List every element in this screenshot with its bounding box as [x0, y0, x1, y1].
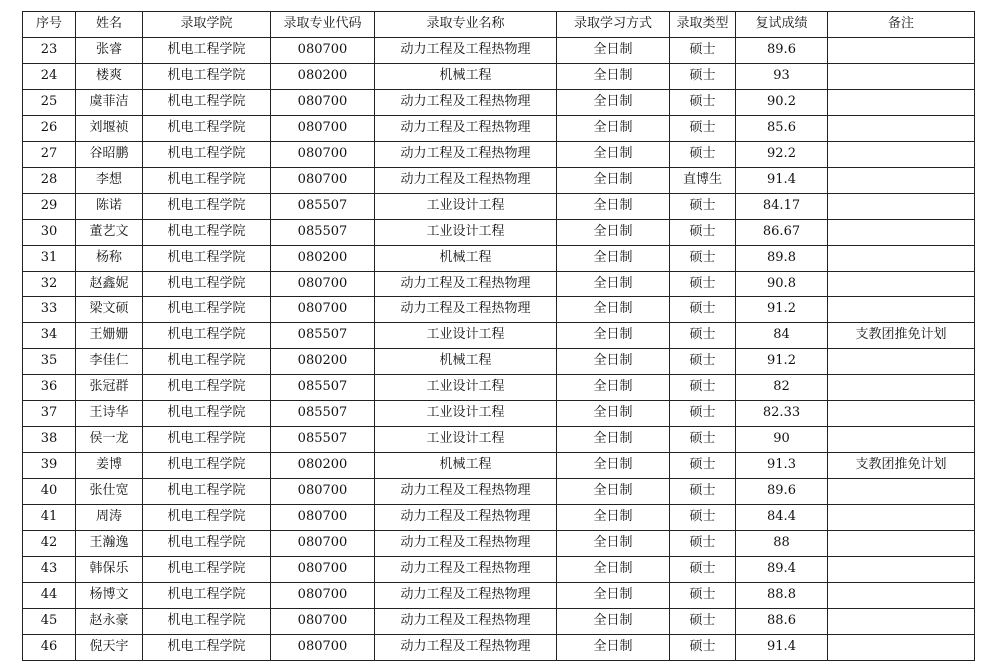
- cell-name: 楼爽: [76, 63, 143, 89]
- header-college: 录取学院: [143, 12, 271, 38]
- cell-seq: 46: [23, 634, 76, 660]
- cell-seq: 26: [23, 115, 76, 141]
- cell-college: 机电工程学院: [143, 453, 271, 479]
- cell-remarks: [828, 271, 975, 297]
- cell-name: 董艺文: [76, 219, 143, 245]
- cell-name: 王姗姗: [76, 323, 143, 349]
- cell-study-mode: 全日制: [557, 557, 670, 583]
- cell-remarks: [828, 557, 975, 583]
- cell-study-mode: 全日制: [557, 582, 670, 608]
- cell-admission-type: 硕士: [670, 37, 736, 63]
- cell-college: 机电工程学院: [143, 608, 271, 634]
- cell-college: 机电工程学院: [143, 427, 271, 453]
- cell-name: 李想: [76, 167, 143, 193]
- cell-admission-type: 直博生: [670, 167, 736, 193]
- table-header-row: [23, 12, 975, 38]
- cell-seq: 37: [23, 401, 76, 427]
- header-major-code: 录取专业代码: [271, 12, 375, 38]
- cell-major-code: 080700: [271, 531, 375, 557]
- cell-admission-type: 硕士: [670, 141, 736, 167]
- cell-major-name: 动力工程及工程热物理: [375, 115, 557, 141]
- cell-retest-score: 91.4: [736, 634, 828, 660]
- table-row: [23, 479, 975, 505]
- table-row: [23, 115, 975, 141]
- cell-major-code: 080700: [271, 608, 375, 634]
- table-row: [23, 297, 975, 323]
- cell-seq: 43: [23, 557, 76, 583]
- cell-retest-score: 82: [736, 375, 828, 401]
- table-row: [23, 141, 975, 167]
- cell-major-code: 085507: [271, 219, 375, 245]
- cell-retest-score: 89.8: [736, 245, 828, 271]
- cell-study-mode: 全日制: [557, 608, 670, 634]
- cell-admission-type: 硕士: [670, 245, 736, 271]
- table-row: [23, 557, 975, 583]
- cell-retest-score: 85.6: [736, 115, 828, 141]
- table-body: [23, 37, 975, 660]
- cell-major-name: 动力工程及工程热物理: [375, 582, 557, 608]
- cell-seq: 39: [23, 453, 76, 479]
- cell-name: 虞菲洁: [76, 89, 143, 115]
- cell-admission-type: 硕士: [670, 557, 736, 583]
- cell-seq: 36: [23, 375, 76, 401]
- cell-study-mode: 全日制: [557, 63, 670, 89]
- cell-seq: 30: [23, 219, 76, 245]
- cell-admission-type: 硕士: [670, 453, 736, 479]
- cell-remarks: [828, 582, 975, 608]
- cell-retest-score: 91.3: [736, 453, 828, 479]
- table-row: [23, 323, 975, 349]
- cell-remarks: [828, 479, 975, 505]
- cell-major-name: 机械工程: [375, 245, 557, 271]
- cell-college: 机电工程学院: [143, 505, 271, 531]
- cell-study-mode: 全日制: [557, 323, 670, 349]
- cell-college: 机电工程学院: [143, 63, 271, 89]
- table-row: [23, 89, 975, 115]
- cell-name: 王瀚逸: [76, 531, 143, 557]
- cell-remarks: [828, 349, 975, 375]
- cell-seq: 23: [23, 37, 76, 63]
- cell-retest-score: 82.33: [736, 401, 828, 427]
- cell-seq: 28: [23, 167, 76, 193]
- cell-remarks: 支教团推免计划: [828, 323, 975, 349]
- cell-name: 李佳仁: [76, 349, 143, 375]
- cell-study-mode: 全日制: [557, 531, 670, 557]
- cell-seq: 41: [23, 505, 76, 531]
- cell-remarks: [828, 401, 975, 427]
- cell-admission-type: 硕士: [670, 323, 736, 349]
- cell-major-code: 080700: [271, 479, 375, 505]
- cell-major-name: 动力工程及工程热物理: [375, 634, 557, 660]
- cell-admission-type: 硕士: [670, 401, 736, 427]
- admission-table-container: [22, 11, 975, 661]
- cell-remarks: [828, 427, 975, 453]
- cell-college: 机电工程学院: [143, 375, 271, 401]
- cell-major-code: 080200: [271, 349, 375, 375]
- cell-remarks: [828, 608, 975, 634]
- cell-major-name: 机械工程: [375, 453, 557, 479]
- cell-college: 机电工程学院: [143, 245, 271, 271]
- cell-college: 机电工程学院: [143, 271, 271, 297]
- cell-college: 机电工程学院: [143, 349, 271, 375]
- cell-study-mode: 全日制: [557, 115, 670, 141]
- table-row: [23, 427, 975, 453]
- cell-major-name: 动力工程及工程热物理: [375, 608, 557, 634]
- cell-study-mode: 全日制: [557, 479, 670, 505]
- cell-remarks: [828, 89, 975, 115]
- cell-major-code: 080700: [271, 557, 375, 583]
- cell-seq: 27: [23, 141, 76, 167]
- cell-remarks: [828, 531, 975, 557]
- cell-remarks: 支教团推免计划: [828, 453, 975, 479]
- cell-remarks: [828, 37, 975, 63]
- cell-major-code: 080700: [271, 271, 375, 297]
- cell-name: 陈诺: [76, 193, 143, 219]
- cell-major-code: 080700: [271, 634, 375, 660]
- cell-seq: 29: [23, 193, 76, 219]
- cell-major-name: 动力工程及工程热物理: [375, 167, 557, 193]
- cell-seq: 38: [23, 427, 76, 453]
- cell-study-mode: 全日制: [557, 375, 670, 401]
- cell-study-mode: 全日制: [557, 193, 670, 219]
- cell-college: 机电工程学院: [143, 141, 271, 167]
- cell-retest-score: 91.2: [736, 349, 828, 375]
- cell-admission-type: 硕士: [670, 89, 736, 115]
- cell-college: 机电工程学院: [143, 219, 271, 245]
- table-row: [23, 608, 975, 634]
- table-row: [23, 271, 975, 297]
- cell-seq: 42: [23, 531, 76, 557]
- cell-retest-score: 88.6: [736, 608, 828, 634]
- cell-study-mode: 全日制: [557, 37, 670, 63]
- cell-major-name: 动力工程及工程热物理: [375, 479, 557, 505]
- cell-admission-type: 硕士: [670, 297, 736, 323]
- cell-study-mode: 全日制: [557, 349, 670, 375]
- cell-retest-score: 93: [736, 63, 828, 89]
- table-row: [23, 401, 975, 427]
- cell-admission-type: 硕士: [670, 219, 736, 245]
- cell-study-mode: 全日制: [557, 453, 670, 479]
- cell-remarks: [828, 219, 975, 245]
- cell-major-code: 080700: [271, 505, 375, 531]
- table-row: [23, 634, 975, 660]
- cell-remarks: [828, 634, 975, 660]
- cell-name: 杨称: [76, 245, 143, 271]
- cell-college: 机电工程学院: [143, 323, 271, 349]
- admission-table: [22, 11, 975, 661]
- cell-major-code: 080700: [271, 167, 375, 193]
- cell-major-code: 085507: [271, 375, 375, 401]
- cell-retest-score: 89.6: [736, 479, 828, 505]
- cell-major-code: 080700: [271, 89, 375, 115]
- table-row: [23, 37, 975, 63]
- cell-seq: 25: [23, 89, 76, 115]
- header-retest-score: 复试成绩: [736, 12, 828, 38]
- cell-name: 杨博文: [76, 582, 143, 608]
- cell-retest-score: 91.4: [736, 167, 828, 193]
- cell-name: 张冠群: [76, 375, 143, 401]
- cell-name: 周涛: [76, 505, 143, 531]
- cell-name: 侯一龙: [76, 427, 143, 453]
- header-name: 姓名: [76, 12, 143, 38]
- cell-admission-type: 硕士: [670, 375, 736, 401]
- cell-college: 机电工程学院: [143, 115, 271, 141]
- cell-retest-score: 88.8: [736, 582, 828, 608]
- cell-major-name: 机械工程: [375, 349, 557, 375]
- table-row: [23, 167, 975, 193]
- cell-study-mode: 全日制: [557, 634, 670, 660]
- cell-retest-score: 84: [736, 323, 828, 349]
- cell-study-mode: 全日制: [557, 505, 670, 531]
- cell-name: 赵永豪: [76, 608, 143, 634]
- cell-retest-score: 84.4: [736, 505, 828, 531]
- cell-major-code: 085507: [271, 323, 375, 349]
- cell-major-code: 085507: [271, 193, 375, 219]
- header-study-mode: 录取学习方式: [557, 12, 670, 38]
- cell-seq: 31: [23, 245, 76, 271]
- cell-study-mode: 全日制: [557, 89, 670, 115]
- cell-name: 谷昭鹏: [76, 141, 143, 167]
- cell-name: 张仕宽: [76, 479, 143, 505]
- cell-study-mode: 全日制: [557, 245, 670, 271]
- cell-remarks: [828, 115, 975, 141]
- cell-seq: 45: [23, 608, 76, 634]
- cell-major-code: 085507: [271, 427, 375, 453]
- cell-retest-score: 90.2: [736, 89, 828, 115]
- cell-college: 机电工程学院: [143, 167, 271, 193]
- cell-remarks: [828, 245, 975, 271]
- cell-admission-type: 硕士: [670, 427, 736, 453]
- cell-admission-type: 硕士: [670, 349, 736, 375]
- cell-college: 机电工程学院: [143, 531, 271, 557]
- header-seq: 序号: [23, 12, 76, 38]
- cell-college: 机电工程学院: [143, 401, 271, 427]
- cell-remarks: [828, 141, 975, 167]
- cell-major-name: 工业设计工程: [375, 193, 557, 219]
- cell-admission-type: 硕士: [670, 634, 736, 660]
- cell-admission-type: 硕士: [670, 582, 736, 608]
- cell-college: 机电工程学院: [143, 37, 271, 63]
- cell-retest-score: 90.8: [736, 271, 828, 297]
- cell-remarks: [828, 167, 975, 193]
- header-remarks: 备注: [828, 12, 975, 38]
- cell-retest-score: 86.67: [736, 219, 828, 245]
- cell-name: 倪天宇: [76, 634, 143, 660]
- table-row: [23, 349, 975, 375]
- cell-retest-score: 91.2: [736, 297, 828, 323]
- table-row: [23, 505, 975, 531]
- cell-college: 机电工程学院: [143, 297, 271, 323]
- cell-major-code: 080700: [271, 297, 375, 323]
- cell-name: 梁文硕: [76, 297, 143, 323]
- cell-admission-type: 硕士: [670, 271, 736, 297]
- cell-major-name: 工业设计工程: [375, 375, 557, 401]
- cell-seq: 32: [23, 271, 76, 297]
- cell-admission-type: 硕士: [670, 608, 736, 634]
- cell-retest-score: 89.4: [736, 557, 828, 583]
- cell-major-name: 动力工程及工程热物理: [375, 141, 557, 167]
- cell-retest-score: 92.2: [736, 141, 828, 167]
- cell-major-code: 085507: [271, 401, 375, 427]
- cell-study-mode: 全日制: [557, 271, 670, 297]
- table-row: [23, 375, 975, 401]
- cell-major-code: 080200: [271, 63, 375, 89]
- cell-retest-score: 89.6: [736, 37, 828, 63]
- table-row: [23, 531, 975, 557]
- cell-retest-score: 88: [736, 531, 828, 557]
- cell-major-code: 080200: [271, 453, 375, 479]
- cell-major-code: 080700: [271, 37, 375, 63]
- cell-remarks: [828, 505, 975, 531]
- cell-college: 机电工程学院: [143, 89, 271, 115]
- table-row: [23, 582, 975, 608]
- cell-college: 机电工程学院: [143, 479, 271, 505]
- cell-seq: 44: [23, 582, 76, 608]
- header-admission-type: 录取类型: [670, 12, 736, 38]
- cell-admission-type: 硕士: [670, 505, 736, 531]
- cell-remarks: [828, 193, 975, 219]
- cell-study-mode: 全日制: [557, 141, 670, 167]
- cell-major-code: 080200: [271, 245, 375, 271]
- cell-major-code: 080700: [271, 141, 375, 167]
- cell-college: 机电工程学院: [143, 582, 271, 608]
- cell-major-name: 动力工程及工程热物理: [375, 557, 557, 583]
- cell-name: 张睿: [76, 37, 143, 63]
- cell-college: 机电工程学院: [143, 634, 271, 660]
- header-major-name: 录取专业名称: [375, 12, 557, 38]
- cell-name: 赵鑫妮: [76, 271, 143, 297]
- cell-major-name: 工业设计工程: [375, 427, 557, 453]
- cell-study-mode: 全日制: [557, 427, 670, 453]
- cell-major-name: 工业设计工程: [375, 401, 557, 427]
- cell-name: 韩保乐: [76, 557, 143, 583]
- cell-major-code: 080700: [271, 115, 375, 141]
- cell-seq: 35: [23, 349, 76, 375]
- cell-retest-score: 90: [736, 427, 828, 453]
- cell-retest-score: 84.17: [736, 193, 828, 219]
- cell-seq: 33: [23, 297, 76, 323]
- cell-major-name: 工业设计工程: [375, 323, 557, 349]
- cell-major-name: 动力工程及工程热物理: [375, 531, 557, 557]
- cell-remarks: [828, 63, 975, 89]
- cell-name: 王诗华: [76, 401, 143, 427]
- cell-major-name: 动力工程及工程热物理: [375, 297, 557, 323]
- cell-study-mode: 全日制: [557, 401, 670, 427]
- table-row: [23, 453, 975, 479]
- cell-study-mode: 全日制: [557, 167, 670, 193]
- cell-study-mode: 全日制: [557, 297, 670, 323]
- cell-major-name: 动力工程及工程热物理: [375, 271, 557, 297]
- cell-admission-type: 硕士: [670, 193, 736, 219]
- cell-admission-type: 硕士: [670, 115, 736, 141]
- cell-admission-type: 硕士: [670, 531, 736, 557]
- cell-remarks: [828, 297, 975, 323]
- table-row: [23, 63, 975, 89]
- cell-college: 机电工程学院: [143, 193, 271, 219]
- table-row: [23, 219, 975, 245]
- cell-major-name: 动力工程及工程热物理: [375, 37, 557, 63]
- cell-seq: 34: [23, 323, 76, 349]
- cell-major-name: 动力工程及工程热物理: [375, 505, 557, 531]
- cell-name: 姜博: [76, 453, 143, 479]
- cell-major-name: 机械工程: [375, 63, 557, 89]
- cell-major-code: 080700: [271, 582, 375, 608]
- cell-admission-type: 硕士: [670, 479, 736, 505]
- cell-college: 机电工程学院: [143, 557, 271, 583]
- cell-remarks: [828, 375, 975, 401]
- cell-major-name: 工业设计工程: [375, 219, 557, 245]
- cell-admission-type: 硕士: [670, 63, 736, 89]
- cell-seq: 24: [23, 63, 76, 89]
- cell-name: 刘堰祯: [76, 115, 143, 141]
- cell-seq: 40: [23, 479, 76, 505]
- table-row: [23, 245, 975, 271]
- cell-study-mode: 全日制: [557, 219, 670, 245]
- table-row: [23, 193, 975, 219]
- cell-major-name: 动力工程及工程热物理: [375, 89, 557, 115]
